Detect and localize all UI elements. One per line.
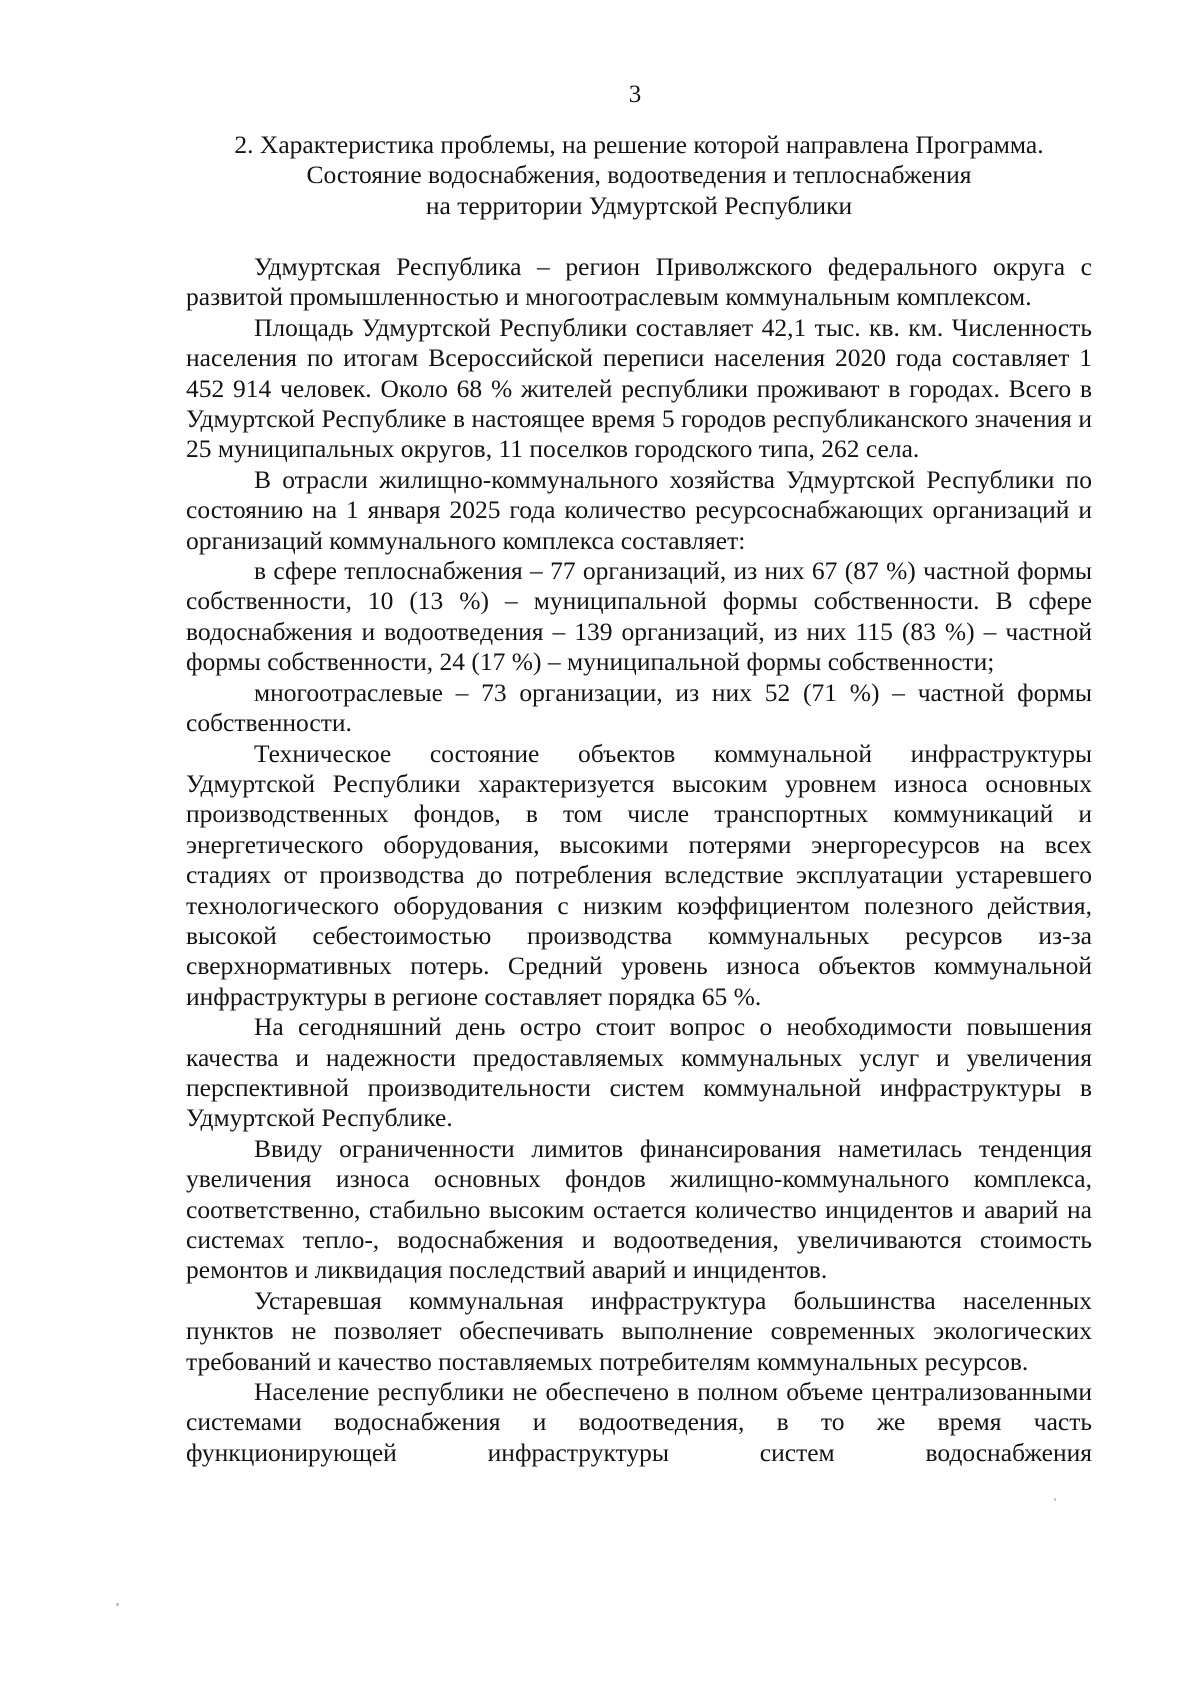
paragraph-technical-condition: Техническое состояние объектов коммунальной инфраструктуры Удмуртской Республики характеризуется высоким уровнем износа основных производственных фондов, в том числе транспортных коммуникаций и энергетического оборудования, высокими потерями энергоресурсов на всех стадиях от производства до потребления вследствие эксплуатации устаревшего технологического оборудования с низким коэффициентом полезного действия, высокой себестоимостью производства коммунальных ресурсов из-за сверхнормативных потерь. Средний уровень износа объектов коммунальной инфраструктуры в регионе составляет порядка 65 %. xyxy=(186,738,1092,1011)
paragraph-funding-limits: Ввиду ограниченности лимитов финансирования наметилась тенденция увеличения износа основных фондов жилищно-коммунального комплекса, соответственно, стабильно высоким остается количество инцидентов и аварий на системах тепло-, водоснабжения и водоотведения, увеличиваются стоимость ремонтов и ликвидация последствий аварий и инцидентов. xyxy=(186,1133,1092,1285)
paragraph-heat-water-supply: в сфере теплоснабжения – 77 организаций, из них 67 (87 %) частной формы собственности, 10 (13 %) – муниципальной формы собственности. В сфере водоснабжения и водоотведения – 139 организаций, из них 115 (83 %) – частной формы собственности, 24 (17 %) – муниципальной формы собственности; xyxy=(186,556,1092,677)
paragraph-area-population: Площадь Удмуртской Республики составляет 42,1 тыс. кв. км. Численность населения по итогам Всероссийской переписи населения 2020 года составляет 1 452 914 человек. Около 68 % жителей республики проживают в городах. Всего в Удмуртской Республике в настоящее время 5 городов республиканского значения и 25 муниципальных округов, 11 поселков городского типа, 262 села. xyxy=(186,312,1092,464)
paragraph-utility-organizations: В отрасли жилищно-коммунального хозяйства Удмуртской Республики по состоянию на 1 января 2025 года количество ресурсоснабжающих организаций и организаций коммунального комплекса составляет: xyxy=(186,464,1092,555)
paragraph-multi-sector: многоотраслевые – 73 организации, из них 52 (71 %) – частной формы собственности. xyxy=(186,677,1092,738)
paragraph-population-coverage: Население республики не обеспечено в полном объеме централизованными системами водоснабжения и водоотведения, в то же время часть функционирующей инфраструктуры систем водоснабжения xyxy=(186,1377,1092,1467)
paragraph-region-intro: Удмуртская Республика – регион Приволжского федерального округа с развитой промышленностью и многоотраслевым коммунальным комплексом. xyxy=(186,252,1092,312)
heading-line-3: на территории Удмуртской Республики xyxy=(425,190,853,220)
paragraph-outdated-infrastructure: Устаревшая коммунальная инфраструктура большинства населенных пунктов не позволяет обеспечивать выполнение современных экологических требований и качество поставляемых потребителям коммунальных ресурсов. xyxy=(186,1285,1092,1376)
section-heading xyxy=(186,130,1092,221)
document-body xyxy=(186,252,1092,1468)
scan-speck xyxy=(1054,1498,1056,1501)
page-number: 3 xyxy=(628,81,642,108)
heading-line-2: Состояние водоснабжения, водоотведения и теплоснабжения xyxy=(306,160,972,190)
heading-line-1: 2. Характеристика проблемы, на решение которой направлена Программа. xyxy=(234,130,1044,159)
paragraph-reliability-issue: На сегодняшний день остро стоит вопрос о необходимости повышения качества и надежности предоставляемых коммунальных услуг и увеличения перспективной производительности систем коммунальной инфраструктуры в Удмуртской Республике. xyxy=(186,1012,1092,1133)
scan-speck xyxy=(116,1603,119,1606)
